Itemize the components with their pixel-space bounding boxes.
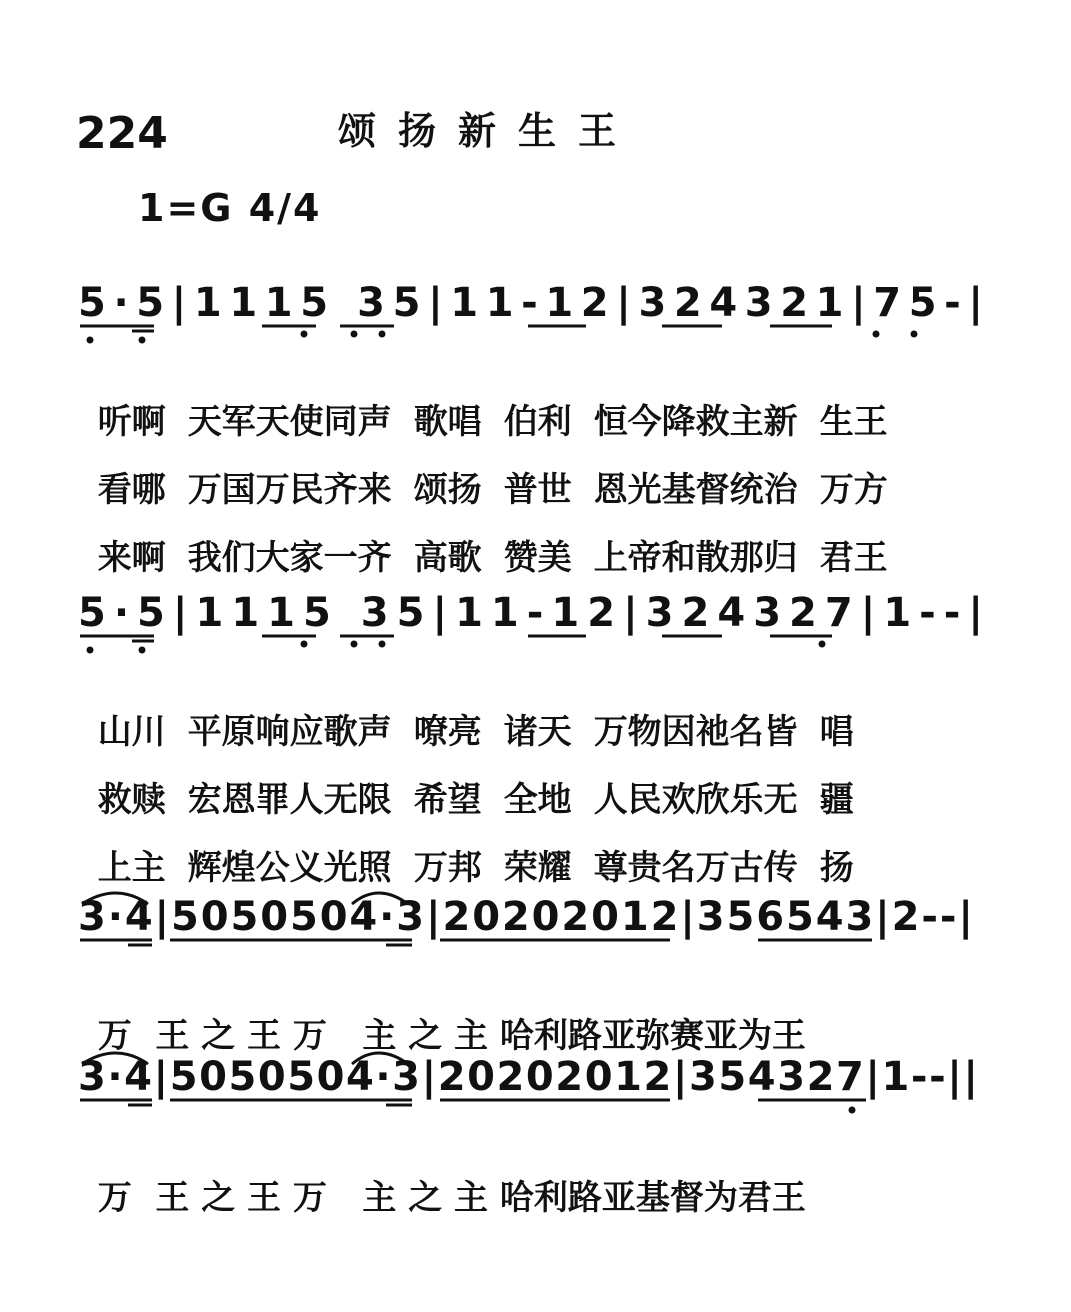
key-signature: 1=G 4/4 xyxy=(138,186,322,230)
lyric-line-2c xyxy=(74,800,876,888)
lyric-word: 万方 xyxy=(819,470,888,510)
underlines-2 xyxy=(80,636,832,641)
notation-line-4 xyxy=(76,1050,996,1110)
hymn-title: 颂扬新生王 xyxy=(338,109,639,153)
notation-line-1 xyxy=(76,276,996,336)
notation-text-3: 3·4|5050504·3|20202012|356543|2--| xyxy=(78,894,973,940)
lyric-line-1c xyxy=(74,490,910,578)
lyric-word: 看哪 xyxy=(97,470,166,510)
lyric-word: 全地 xyxy=(503,780,572,820)
lyric-line-2b xyxy=(74,732,876,820)
lyric-line-3 xyxy=(74,968,806,1056)
lyric-word: 山川 xyxy=(97,712,166,752)
lyric-word: 歌唱 xyxy=(413,402,482,442)
lyric-line-1b xyxy=(74,422,910,510)
notation-text-2: 5·5|1115 35|11-12|324327|1--| xyxy=(78,590,983,636)
low-dots-4 xyxy=(849,1107,856,1114)
lyric-word: 万国万民齐来 xyxy=(187,470,392,510)
lyric-word: 伯利 xyxy=(503,402,572,442)
lyric-word: 唱 xyxy=(819,712,854,752)
hymn-number: 224 xyxy=(76,108,168,159)
notation-line-2 xyxy=(76,586,996,646)
lyric-word: 诸天 xyxy=(503,712,572,752)
lyric-word: 天军天使同声 xyxy=(187,402,392,442)
lyric-word: 听啊 xyxy=(97,402,166,442)
notation-text-1: 5·5|1115 35|11-12|324321|75-| xyxy=(78,280,983,326)
lyric-line-4 xyxy=(74,1130,806,1218)
underlines-3 xyxy=(80,940,872,945)
lyric-word: 尊贵名万古传 xyxy=(593,848,798,888)
notation-svg-2 xyxy=(76,586,996,656)
lyric-word: 上主 xyxy=(97,848,166,888)
lyric-line-2a xyxy=(74,664,876,752)
lyric-word: 万物因祂名皆 xyxy=(593,712,798,752)
lyric-word: 希望 xyxy=(413,780,482,820)
lyric-word: 荣耀 xyxy=(503,848,572,888)
notation-svg-4 xyxy=(76,1050,996,1120)
lyric-word: 高歌 xyxy=(413,538,482,578)
lyric-word: 万邦 xyxy=(413,848,482,888)
lyric-word: 恒今降救主新 xyxy=(593,402,798,442)
lyric-word: 生王 xyxy=(819,402,888,442)
low-dots-1 xyxy=(87,331,918,344)
lyric-line-1a xyxy=(74,354,910,442)
lyric-word: 来啊 xyxy=(97,538,166,578)
lyric-word: 救赎 xyxy=(97,780,166,820)
refrain-lyric: 万 王 之 王 万 主 之 主 哈利路亚弥赛亚为王 xyxy=(97,1016,806,1056)
lyric-word: 颂扬 xyxy=(413,470,482,510)
underlines-1 xyxy=(80,326,832,331)
lyric-word: 辉煌公义光照 xyxy=(187,848,392,888)
lyric-word: 上帝和散那归 xyxy=(593,538,798,578)
lyric-word: 疆 xyxy=(819,780,854,820)
lyric-word: 平原响应歌声 xyxy=(187,712,392,752)
notation-svg-1 xyxy=(76,276,996,346)
lyric-word: 扬 xyxy=(819,848,854,888)
lyric-word: 嘹亮 xyxy=(413,712,482,752)
notation-svg-3 xyxy=(76,890,996,960)
lyric-word: 恩光基督统治 xyxy=(593,470,798,510)
lyric-word: 君王 xyxy=(819,538,888,578)
lyric-word: 人民欢欣乐无 xyxy=(593,780,798,820)
underlines-4 xyxy=(80,1100,866,1105)
lyric-word: 宏恩罪人无限 xyxy=(187,780,392,820)
lyric-word: 我们大家一齐 xyxy=(187,538,392,578)
lyric-word: 赞美 xyxy=(503,538,572,578)
refrain-lyric: 万 王 之 王 万 主 之 主 哈利路亚基督为君王 xyxy=(97,1178,806,1218)
notation-text-4: 3·4|5050504·3|20202012|354327|1--|| xyxy=(78,1054,978,1100)
lyric-word: 普世 xyxy=(503,470,572,510)
low-dots-2 xyxy=(87,641,826,654)
notation-line-3 xyxy=(76,890,996,950)
